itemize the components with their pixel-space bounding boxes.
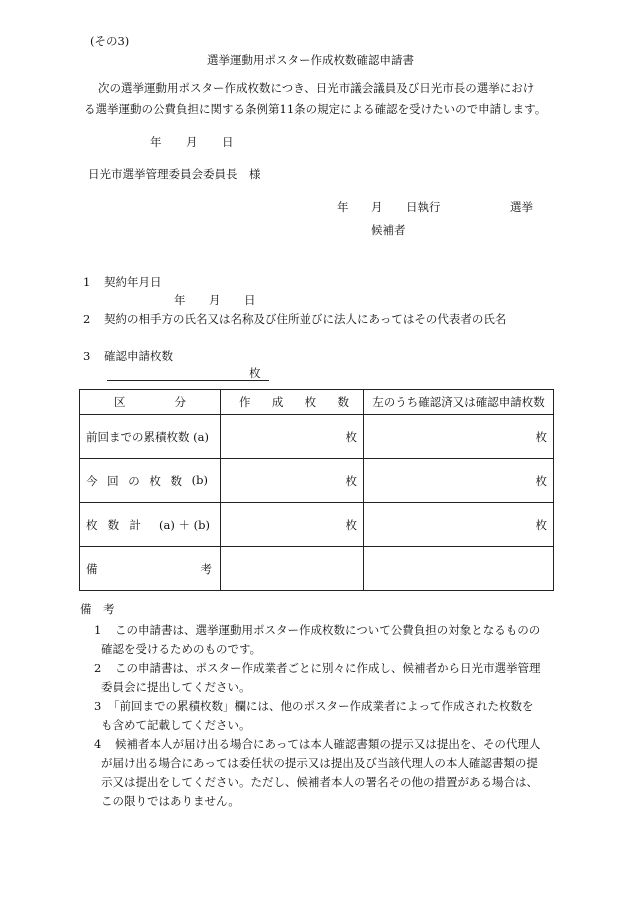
note-4-line-1: 候補者本人が届け出る場合にあっては本人確認書類の提示又は提出を、その代理人 bbox=[115, 737, 541, 751]
table-header-row bbox=[80, 390, 554, 415]
row-label-total: 枚 数 計 (a) ＋ (b) bbox=[80, 503, 221, 547]
row-label-current: 今 回 の 枚 数 (b) bbox=[80, 459, 221, 503]
sheet-count-unit: 枚 bbox=[249, 366, 261, 380]
notes-heading: 備 考 bbox=[80, 602, 115, 616]
row-label-previous: 前回までの累積枚数 (a) bbox=[80, 415, 221, 459]
table-row bbox=[80, 459, 554, 503]
item-1-day: 日 bbox=[244, 293, 256, 307]
created-current-cell[interactable]: 枚 bbox=[221, 459, 364, 503]
intro-line-1: 次の選挙運動用ポスター作成枚数につき、日光市議会議員及び日光市長の選挙におけ bbox=[98, 81, 535, 95]
election-year-label: 年 bbox=[337, 200, 349, 214]
note-2-line-1: この申請書は、ポスター作成業者ごとに別々に作成し、候補者から日光市選挙管理 bbox=[115, 661, 541, 675]
note-4-line-2: が届け出る場合にあっては委任状の提示又は提出及び当該代理人の本人確認書類の提 bbox=[101, 756, 538, 770]
candidate-label: 候補者 bbox=[371, 223, 406, 237]
item-1-month: 月 bbox=[209, 293, 221, 307]
header-category: 区 分 bbox=[80, 390, 221, 415]
note-1-line-2: 確認を受けるためのものです。 bbox=[101, 642, 262, 656]
form-number: (その3) bbox=[90, 34, 130, 48]
note-1-line-1: この申請書は、選挙運動用ポスター作成枚数について公費負担の対象となるものの bbox=[115, 623, 541, 637]
note-4-line-4: この限りではありません。 bbox=[101, 794, 240, 808]
table-row bbox=[80, 503, 554, 547]
note-2-line-2: 委員会に提出してください。 bbox=[101, 680, 251, 694]
confirmed-current-cell[interactable]: 枚 bbox=[364, 459, 554, 503]
election-label: 選挙 bbox=[510, 200, 533, 214]
note-4-line-3: 示又は提出をしてください。ただし、候補者本人の署名その他の措置がある場合は、 bbox=[101, 775, 538, 789]
note-3-number: 3 bbox=[94, 699, 102, 713]
item-3-label: 確認申請枚数 bbox=[104, 349, 173, 363]
item-2-label: 契約の相手方の氏名又は名称及び住所並びに法人にあってはその代表者の氏名 bbox=[104, 312, 507, 326]
note-3-line-1: 「前回までの累積枚数」欄には、他のポスター作成業者によって作成された枚数を bbox=[108, 699, 534, 713]
election-month-label: 月 bbox=[371, 200, 383, 214]
item-1-number: 1 bbox=[83, 275, 91, 289]
intro-line-2: る選挙運動の公費負担に関する条例第11条の規定による確認を受けたいので申請します。 bbox=[84, 102, 547, 116]
header-confirmed-count: 左のうち確認済又は確認申請枚数 bbox=[364, 390, 554, 415]
item-2-number: 2 bbox=[83, 312, 91, 326]
document-title: 選挙運動用ポスター作成枚数確認申請書 bbox=[207, 53, 414, 67]
remarks-cell-1[interactable] bbox=[221, 547, 364, 591]
table-row bbox=[80, 547, 554, 591]
table-row bbox=[80, 415, 554, 459]
confirmed-total-cell[interactable]: 枚 bbox=[364, 503, 554, 547]
sheet-count-input-line[interactable] bbox=[107, 380, 269, 381]
count-table bbox=[79, 389, 554, 591]
addressee: 日光市選挙管理委員会委員長 様 bbox=[88, 167, 261, 181]
election-executed-label: 日執行 bbox=[406, 200, 441, 214]
remarks-cell-2[interactable] bbox=[364, 547, 554, 591]
item-1-year: 年 bbox=[174, 293, 186, 307]
date-month-label: 月 bbox=[186, 135, 198, 149]
note-4-number: 4 bbox=[94, 737, 102, 751]
note-1-number: 1 bbox=[94, 623, 102, 637]
note-2-number: 2 bbox=[94, 661, 102, 675]
item-1-label: 契約年月日 bbox=[104, 275, 162, 289]
date-day-label: 日 bbox=[222, 135, 234, 149]
created-previous-cell[interactable]: 枚 bbox=[221, 415, 364, 459]
created-total-cell[interactable]: 枚 bbox=[221, 503, 364, 547]
note-3-line-2: も含めて記載してください。 bbox=[101, 718, 251, 732]
confirmed-previous-cell[interactable]: 枚 bbox=[364, 415, 554, 459]
date-year-label: 年 bbox=[150, 135, 162, 149]
row-label-remarks: 備 考 bbox=[80, 547, 221, 591]
item-3-number: 3 bbox=[83, 349, 91, 363]
header-created-count: 作 成 枚 数 bbox=[221, 390, 364, 415]
